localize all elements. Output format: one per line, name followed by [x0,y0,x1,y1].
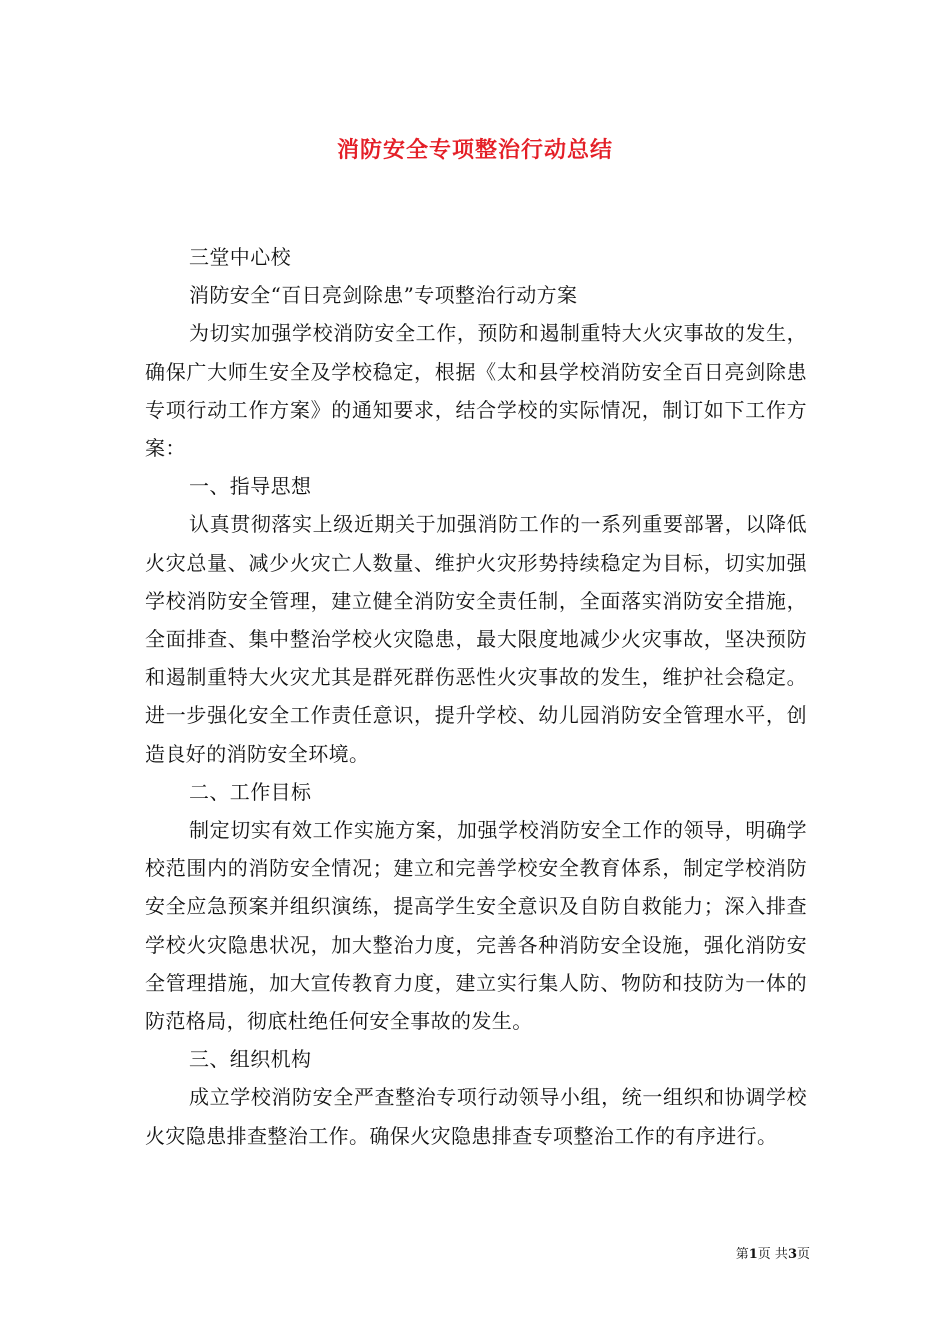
work-goals-paragraph: 制定切实有效工作实施方案，加强学校消防安全工作的领导，明确学校范围内的消防安全情况；建立和完善学校安全教育体系，制定学校消防安全应急预案并组织演练，提高学生安全意识及自防自救能力；深入排查学校火灾隐患状况，加大整治力度，完善各种消防安全设施，强化消防安全管理措施，加大宣传教育力度，建立实行集人防、物防和技防为一体的防范格局，彻底杜绝任何安全事故的发生。 [145,818,807,1034]
section-heading-organization: 三、组织机构 [189,1047,312,1072]
guiding-ideology-paragraph: 认真贯彻落实上级近期关于加强消防工作的一系列重要部署，以降低火灾总量、减少火灾亡人数量、维护火灾形势持续稳定为目标，切实加强学校消防安全管理，建立健全消防安全责任制，全面落实消防安全措施，全面排查、集中整治学校火灾隐患，最大限度地减少火灾事故，坚决预防和遏制重特大火灾尤其是群死群伤恶性火灾事故的发生，维护社会稳定。进一步强化安全工作责任意识，提升学校、幼儿园消防安全管理水平，创造良好的消防安全环境。 [145,512,807,766]
footer-suffix: 页 [796,1247,810,1262]
intro-paragraph: 为切实加强学校消防安全工作，预防和遏制重特大火灾事故的发生，确保广大师生安全及学校稳定，根据《太和县学校消防安全百日亮剑除患专项行动工作方案》的通知要求，结合学校的实际情况，制订如下工作方案： [145,321,807,461]
plan-title: 消防安全“百日亮剑除患”专项整治行动方案 [189,283,578,308]
section-heading-guiding-ideology: 一、指导思想 [189,474,312,499]
footer-prefix: 第 [735,1247,749,1262]
document-title: 消防安全专项整治行动总结 [336,137,613,163]
current-page-number: 1 [748,1247,758,1262]
school-name: 三堂中心校 [189,245,291,269]
page-number-footer [690,1245,810,1265]
organization-paragraph: 成立学校消防安全严查整治专项行动领导小组，统一组织和协调学校火灾隐患排查整治工作。确保火灾隐患排查专项整治工作的有序进行。 [145,1085,807,1148]
total-page-number: 3 [787,1247,797,1262]
footer-middle: 页 共 [757,1247,788,1262]
document-body [145,238,807,1155]
section-heading-work-goals: 二、工作目标 [189,779,312,804]
